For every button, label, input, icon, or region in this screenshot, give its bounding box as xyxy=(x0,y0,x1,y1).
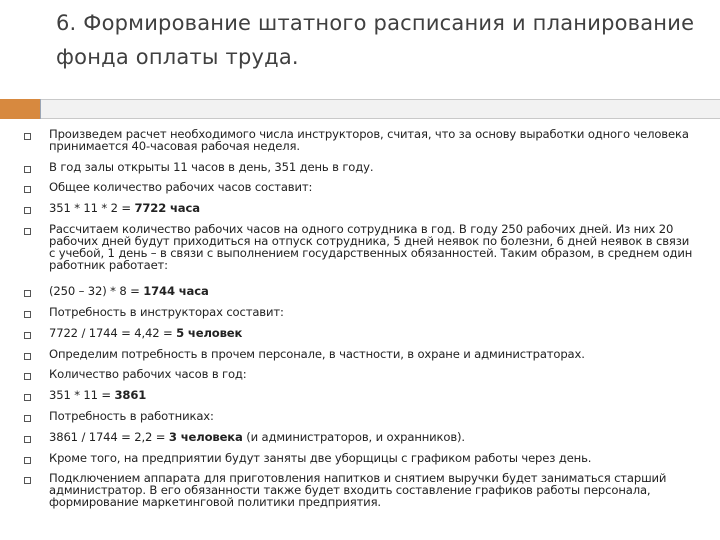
item-text: 351 * 11 * 2 = 7722 часа xyxy=(49,201,200,215)
item-result: 3 человека xyxy=(168,430,243,444)
square-bullet-icon xyxy=(24,477,31,484)
square-bullet-icon xyxy=(24,290,31,297)
item-text: (250 – 32) * 8 = 1744 часа xyxy=(49,284,209,298)
item-result: 3861 xyxy=(114,388,147,402)
square-bullet-icon xyxy=(24,394,31,401)
square-bullet-icon xyxy=(24,186,31,193)
list-item xyxy=(24,452,694,472)
list-item xyxy=(24,410,694,431)
item-text: 351 * 11 = 3861 xyxy=(49,388,147,402)
title-rule-bar xyxy=(40,99,720,119)
list-item xyxy=(24,285,694,306)
item-text: Общее количество рабочих часов составит: xyxy=(49,180,313,194)
square-bullet-icon xyxy=(24,415,31,422)
square-bullet-icon xyxy=(24,207,31,214)
item-text: Количество рабочих часов в год: xyxy=(49,367,247,381)
item-text: В год залы открыты 11 часов в день, 351 день в году. xyxy=(49,160,374,174)
square-bullet-icon xyxy=(24,311,31,318)
list-item xyxy=(24,431,694,452)
square-bullet-icon xyxy=(24,457,31,464)
square-bullet-icon xyxy=(24,133,31,140)
list-item xyxy=(24,368,694,389)
list-item xyxy=(24,306,694,327)
square-bullet-icon xyxy=(24,228,31,235)
square-bullet-icon xyxy=(24,166,31,173)
title-rule-accent xyxy=(0,99,40,119)
list-item xyxy=(24,472,694,516)
square-bullet-icon xyxy=(24,353,31,360)
item-text: Подключением аппарата для приготовления напитков и снятием выручки будет заниматься старший администратор. В его обязанности также будет входить составление графиков работы персонала, формирование маркетинговой политики предприятия. xyxy=(49,471,667,509)
item-text: 3861 / 1744 = 2,2 = 3 человека (и администраторов, и охранников). xyxy=(49,430,465,444)
title-rule-separator xyxy=(40,99,41,119)
list-item xyxy=(24,181,694,202)
item-result: 5 человек xyxy=(176,326,243,340)
square-bullet-icon xyxy=(24,436,31,443)
item-result: 1744 часа xyxy=(143,284,209,298)
item-text: Кроме того, на предприятии будут заняты две уборщицы с графиком работы через день. xyxy=(49,451,592,465)
list-item xyxy=(24,327,694,348)
list-item xyxy=(24,161,694,181)
item-text: Потребность в работниках: xyxy=(49,409,214,423)
item-text: Определим потребность в прочем персонале, в частности, в охране и администраторах. xyxy=(49,347,585,361)
item-text: Рассчитаем количество рабочих часов на одного сотрудника в год. В году 250 рабочих дней. Из них 20 рабочих дней будут приходиться на отпуск сотрудника, 5 дней неявок по болезни, 6 дней неявок в связи с учебой, 1 день – в связи с выполнением государственных обязанностей. Таким образом, в среднем один работник работает: xyxy=(49,222,693,272)
square-bullet-icon xyxy=(24,332,31,339)
item-result: 7722 часа xyxy=(134,201,200,215)
list-item xyxy=(24,128,694,161)
item-text: Произведем расчет необходимого числа инструкторов, считая, что за основу выработки одного человека принимается 40-часовая рабочая неделя. xyxy=(49,127,689,153)
square-bullet-icon xyxy=(24,373,31,380)
list-item xyxy=(24,348,694,368)
slide-title: 6. Формирование штатного расписания и планирование фонда оплаты труда. xyxy=(56,11,695,69)
list-item xyxy=(24,202,694,223)
list-item xyxy=(24,389,694,410)
item-text: Потребность в инструкторах составит: xyxy=(49,305,284,319)
bullet-list xyxy=(24,128,694,516)
list-item xyxy=(24,223,694,285)
item-text: 7722 / 1744 = 4,42 = 5 человек xyxy=(49,326,243,340)
